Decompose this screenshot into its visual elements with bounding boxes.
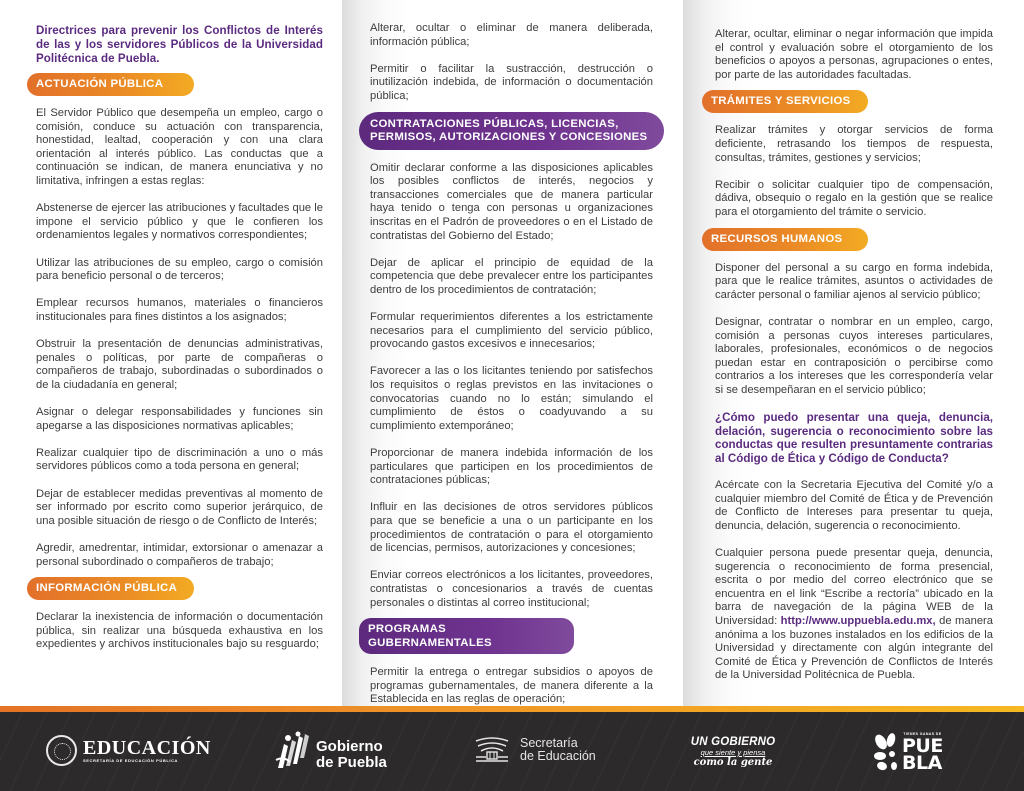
document-title: Directrices para prevenir los Conflictos de Interés de las y los servidores Públicos de la Universidad Politécnica de Puebla. (36, 24, 323, 65)
logo-secretaria-educacion (474, 737, 596, 763)
paragraph: Disponer del personal a su cargo en forma indebida, para que le realice trámites, asuntos o actividades de carácter personal o familiar ajenos al servicio público; (715, 261, 993, 301)
answer-text: de manera anónima a los buzones instalados en los edificios de la Universidad y directamente con algún integrante del Comité de Ética y Prevención de Conflictos de Interés de la Universidad Politécnica de Puebla. (715, 614, 993, 682)
secretaria-educacion-emblem-icon (474, 737, 510, 763)
slogan-line: UN GOBIERNO (690, 736, 776, 748)
paragraph: Realizar cualquier tipo de discriminación a uno o más servidores públicos como a toda persona en general; (36, 446, 323, 473)
answer-text: Cualquier persona puede presentar queja, denuncia, sugerencia o reconocimiento de forma presencial, escrita o por medio del correo electrónico que se encuentra en el link “Escribe a rectoría” ubicado en la barra de navegación de la página WEB de la Universidad: (715, 547, 993, 627)
paragraph: Permitir o facilitar la sustracción, destrucción o inutilización indebida, de información o documentación pública; (370, 62, 653, 102)
paragraph: Declarar la inexistencia de información o documentación pública, sin realizar una búsqueda exhaustiva en los expedientes y archivos institucionales bajo su resguardo; (36, 611, 323, 651)
gobierno-puebla-emblem-icon (274, 730, 312, 772)
paragraph: Acércate con la Secretaria Ejecutiva del Comité y/o a cualquier miembro del Comité de Ética y de Prevención de Conflicto de Intereses para presentar tu queja, denuncia, delación, sugerencia o reconocimiento. (715, 479, 993, 532)
brand-line: BLA (902, 752, 942, 774)
footer-logo-bar (0, 706, 1024, 791)
slogan-line: que siente y piensa (700, 748, 766, 757)
paragraph: Designar, contratar o nombrar en un empleo, cargo, comisión a personas cuyos intereses particulares, laborales, profesionales, económicos o de negocios puedan estar en contraposición o percibirse como contrarios a los intereses que les correspondería velar si se desempeñaran en el servicio público; (715, 315, 993, 396)
university-website-link[interactable]: http://www.uppuebla.edu.mx, (780, 614, 936, 627)
section-heading-actuacion-publica: ACTUACIÓN PÚBLICA (27, 73, 194, 96)
paragraph: Agredir, amedrentar, intimidar, extorsionar o amenazar a personal subordinado o compañeros de trabajo; (36, 542, 323, 568)
column-1 (0, 0, 342, 706)
slogan-line: como la gente (693, 757, 773, 768)
paragraph: Proporcionar de manera indebida información de los particulares que participen en los procedimientos de contrataciones públicas; (370, 447, 653, 487)
paragraph: Dejar de aplicar el principio de equidad de la competencia que debe prevalecer entre los participantes dentro de los procedimientos de contratación; (370, 256, 653, 296)
section-heading-contrataciones-publicas (359, 112, 664, 150)
paragraph (715, 547, 993, 683)
logo-subtitle: SECRETARÍA DE EDUCACIÓN PÚBLICA (83, 757, 179, 763)
paragraph: Formular requerimientos diferentes a los estrictamente necesarios para el cumplimiento del servicio público, provocando gastos excesivos e innecesarios; (370, 311, 653, 351)
paragraph: Favorecer a las o los licitantes teniendo por satisfechos los requisitos o reglas previstos en las invitaciones o convocatorias cuando no lo están; simulando el cumplimiento de éstos o coadyuvando a su cumplimiento extemporáneo; (370, 365, 653, 432)
logo-line: Gobierno (316, 738, 383, 755)
complaint-question-heading: ¿Cómo puedo presentar una queja, denuncia, delación, sugerencia o reconocimiento sobre las conductas que resulten presuntamente contrarias al Código de Ética y Código de Conducta? (715, 411, 993, 465)
paragraph: Abstenerse de ejercer las atribuciones y facultades que le impone el servicio público y que le confieren los ordenamientos legales y normativos correspondientes; (36, 202, 323, 242)
footer-accent-stripe (0, 706, 1024, 712)
logo-line: de Educación (520, 749, 596, 763)
paragraph: Omitir declarar conforme a las disposiciones aplicables los posibles conflictos de interés, negocios y transacciones comerciales que de manera particular haya tenido o tenga con personas u organizaciones inscritas en el Padrón de proveedores o en el Listado de contratistas del Gobierno del Estado; (370, 161, 653, 242)
section-heading-line: PERMISOS, AUTORIZACIONES Y CONCESIONES (370, 131, 648, 144)
brand-line: PUE (902, 735, 943, 757)
paragraph: Asignar o delegar responsabilidades y funciones sin apegarse a las disposiciones normativas aplicables; (36, 406, 323, 432)
paragraph: Influir en las decisiones de otros servidores públicos para que se beneficie a una o un participante en los procedimientos de contratación o para el otorgamiento de licencias, permisos, autorizaciones y concesiones; (370, 501, 653, 555)
section-heading-tramites-servicios: TRÁMITES Y SERVICIOS (702, 90, 868, 113)
national-seal-icon (46, 735, 77, 766)
paragraph: Emplear recursos humanos, materiales o financieros institucionales para fines distintos a los asignados; (36, 297, 323, 323)
paragraph: Recibir o solicitar cualquier tipo de compensación, dádiva, obsequio o regalo en la gestión que se realice para el otorgamiento del trámite o servicio. (715, 178, 993, 218)
logo-line: Secretaría (520, 736, 578, 750)
paragraph: Dejar de establecer medidas preventivas al momento de ser informado por escrito como superior jerárquico, de una posible situación de riesgo o de Conflicto de Interés; (36, 487, 323, 527)
paragraph: Enviar correos electrónicos a los licitantes, proveedores, contratistas o concesionarios a través de cuentas personales o distintas al correo institucional; (370, 569, 653, 609)
paragraph: Alterar, ocultar, eliminar o negar información que impida el control y evaluación sobre el otorgamiento de los beneficios o apoyos a personas, agrupaciones o entes, por parte de las autoridades facultadas. (715, 28, 993, 81)
paragraph: Obstruir la presentación de denuncias administrativas, penales o políticas, por parte de compañeras o compañeros de trabajo, subordinadas o subordinados o de la ciudadanía en general; (36, 338, 323, 391)
paragraph: Realizar trámites y otorgar servicios de forma deficiente, retrasando los tiempos de respuesta, consultas, trámites, gestiones y servicios; (715, 124, 993, 164)
section-heading-informacion-publica: INFORMACIÓN PÚBLICA (27, 577, 194, 600)
logo-slogan-un-gobierno (688, 736, 778, 768)
puebla-flower-icon (872, 732, 900, 772)
section-heading-programas-gubernamentales: PROGRAMAS GUBERNAMENTALES (359, 618, 574, 654)
column-3 (683, 0, 1024, 706)
paragraph: Alterar, ocultar o eliminar de manera deliberada, información pública; (370, 22, 653, 48)
paragraph: El Servidor Público que desempeña un empleo, cargo o comisión, conduce su actuación con transparencia, honestidad, lealtad, cooperación y con una clara orientación al interés público. Las conductas que a continuación se indican, de manera enunciativa y no limitativa, infringen a estas reglas: (36, 107, 323, 187)
logo-puebla-brand (872, 732, 943, 772)
section-heading-recursos-humanos: RECURSOS HUMANOS (702, 228, 868, 251)
logo-sep-educacion (46, 735, 211, 766)
paragraph: Utilizar las atribuciones de su empleo, cargo o comisión para beneficio personal o de terceros; (36, 256, 323, 283)
logo-line: de Puebla (316, 754, 387, 771)
column-2 (342, 0, 683, 706)
logo-title: EDUCACIÓN (83, 736, 211, 759)
paragraph: Permitir la entrega o entregar subsidios o apoyos de programas gubernamentales, de manera diferente a la Establecida en las reglas de operación; (370, 666, 653, 706)
section-heading-line: CONTRATACIONES PÚBLICAS, LICENCIAS, (370, 117, 619, 130)
brand-tagline: TIENES GANAS DE (903, 732, 942, 736)
logo-gobierno-puebla (274, 730, 387, 772)
